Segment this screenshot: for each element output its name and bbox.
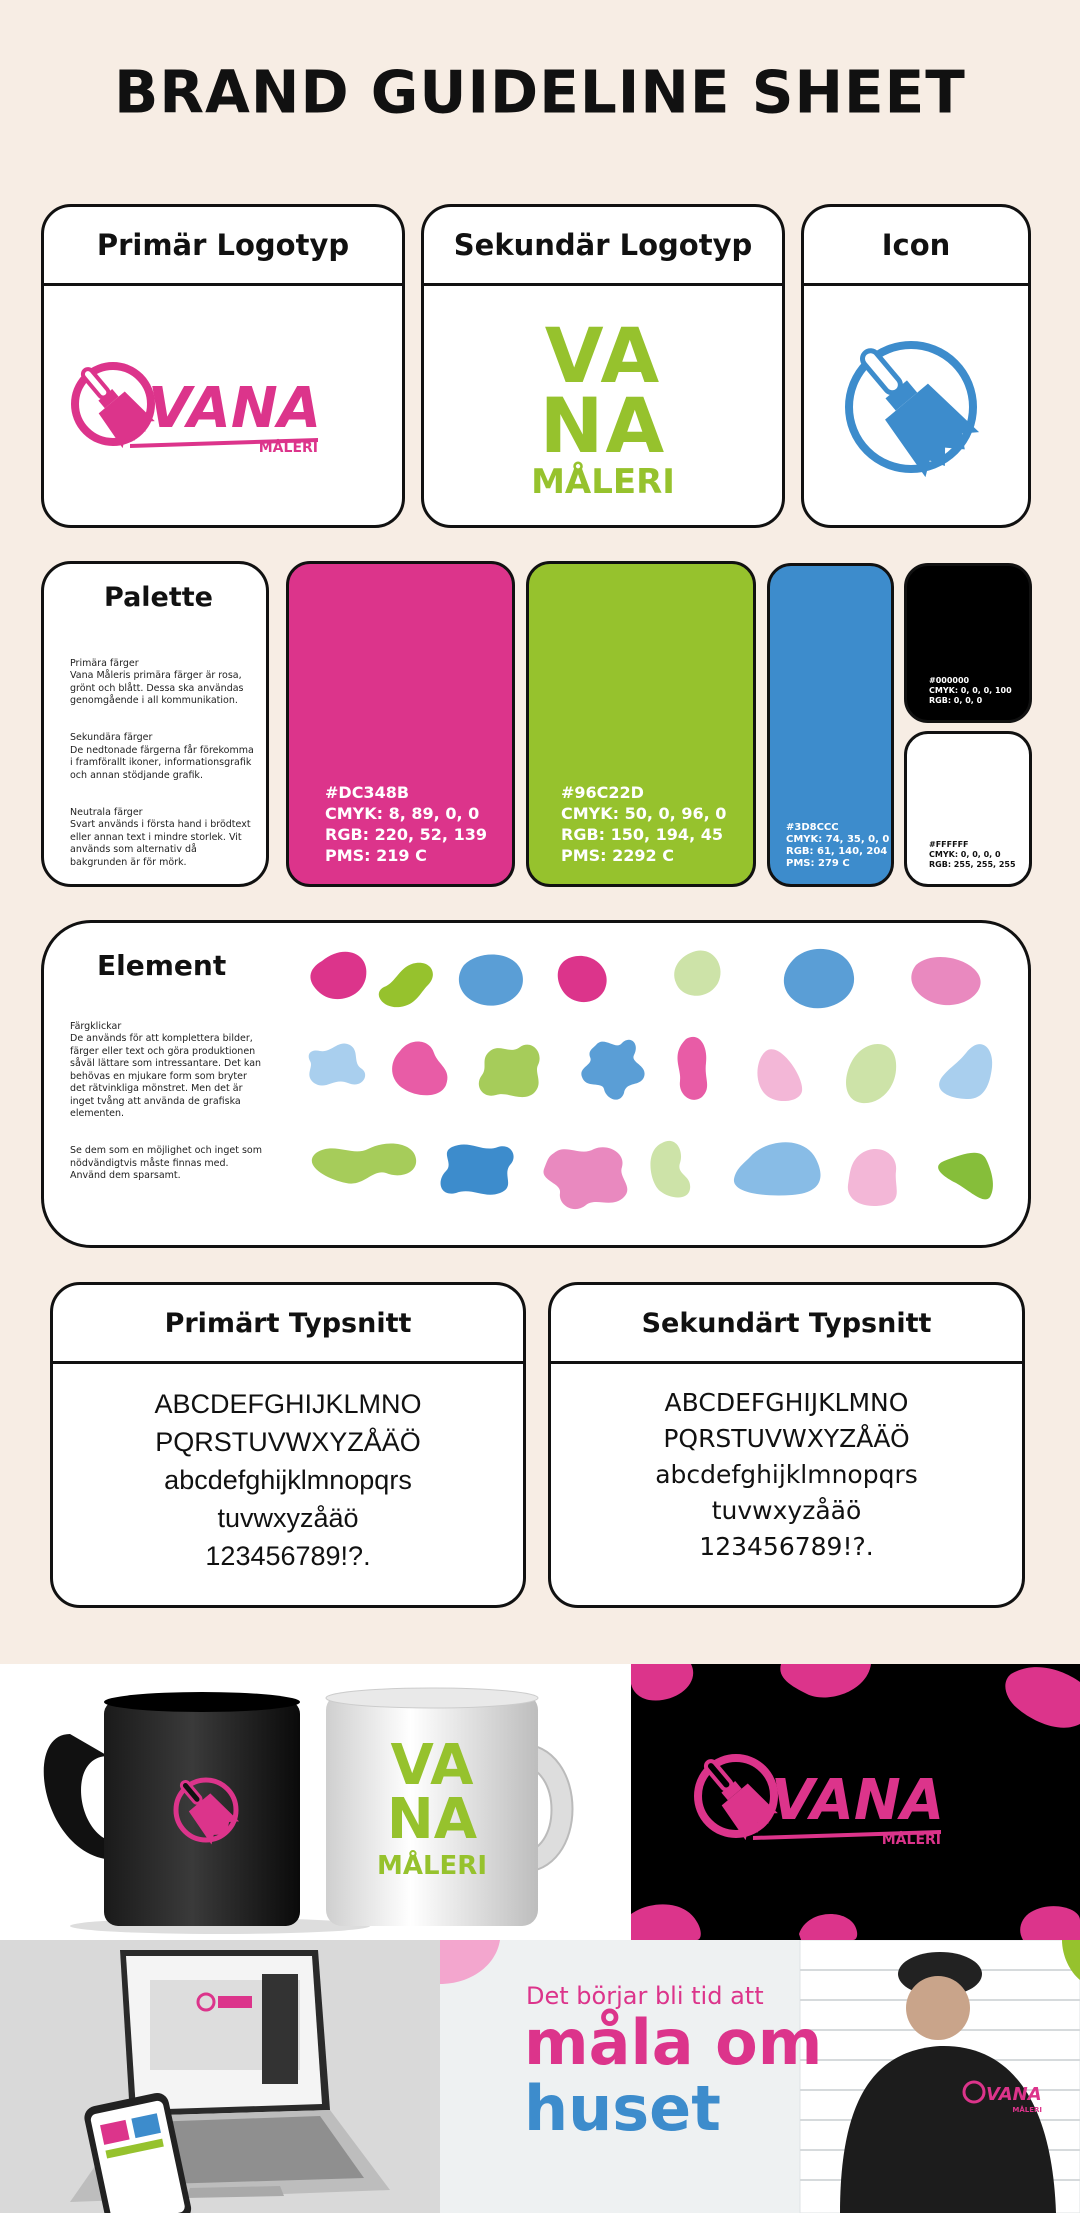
- type-line-lowercase-2: tuvwxyzåäö: [217, 1503, 359, 1533]
- swatch-pink-hex: #DC348B: [325, 783, 410, 802]
- swatch-white: [904, 731, 1032, 887]
- swatch-white-cmyk: CMYK: 0, 0, 0, 0: [929, 850, 1001, 859]
- blob-1: [310, 952, 366, 999]
- blob-6: [784, 949, 854, 1008]
- blob-18: [544, 1147, 628, 1209]
- swatch-pink: [286, 561, 515, 887]
- swatch-green-hex: #96C22D: [561, 783, 644, 802]
- mug-logo-subword: MÅLERI: [376, 1851, 488, 1881]
- blob-21: [848, 1149, 897, 1206]
- secondary-logo-line1: VA: [544, 311, 662, 401]
- paintbrush-icon: [841, 332, 991, 482]
- element-card: [41, 920, 1031, 1248]
- palette-text-neutral: Neutrala färger Svart används i första hand i brödtext eller annan text i mindre storlek. Vit används som alternativ då bakgrunden är för mörk.: [70, 806, 251, 868]
- primary-logo-icon: [68, 352, 378, 462]
- secondary-logo-line2: NA: [539, 381, 667, 471]
- laptop-mockup: [0, 1940, 440, 2213]
- primary-logo-wordmark: VANA: [148, 376, 322, 441]
- blob-4: [558, 956, 607, 1002]
- primary-logo-card: [41, 204, 405, 528]
- mug-mockup: [0, 1664, 631, 1940]
- icon-card: [801, 204, 1031, 528]
- secondary-typeface-card: [548, 1282, 1025, 1608]
- blob-13: [757, 1049, 802, 1101]
- type2-line-numbers: 123456789!?.: [699, 1532, 874, 1561]
- blob-2: [379, 963, 433, 1007]
- blob-elements: [304, 943, 1024, 1233]
- secondary-typeface-sample: [655, 1385, 918, 1565]
- black-card-mockup: [631, 1664, 1080, 1940]
- banner-mockup: [440, 1940, 1080, 2213]
- swatch-blue-cmyk: CMYK: 74, 35, 0, 0: [786, 834, 890, 845]
- blob-15: [939, 1044, 992, 1099]
- black-card-illustration: [631, 1664, 1080, 1940]
- type-line-uppercase-2: PQRSTUVWXYZÅÄÖ: [155, 1427, 421, 1457]
- banner-jacket-wordmark: VANA: [986, 2084, 1042, 2105]
- swatch-blue-pms: PMS: 279 C: [786, 858, 850, 869]
- mug-logo-line2: NA: [386, 1787, 478, 1852]
- swatch-black-rgb: RGB: 0, 0, 0: [929, 696, 983, 705]
- icon-heading: Icon: [804, 207, 1028, 286]
- banner-headline-1: måla om: [524, 2006, 823, 2079]
- secondary-logo-card: [421, 204, 785, 528]
- banner-jacket-subword: MÅLERI: [1012, 2106, 1042, 2114]
- primary-logo-subword: MÅLERI: [258, 440, 318, 456]
- blob-3: [459, 955, 523, 1006]
- primary-typeface-sample: [154, 1385, 421, 1575]
- palette-text-secondary: Sekundära färger De nedtonade färgerna får förekomma i framförallt ikoner, informationsgrafik och annan stödjande grafik.: [70, 732, 254, 781]
- swatch-black-cmyk: CMYK: 0, 0, 0, 100: [929, 686, 1012, 695]
- type-line-uppercase-1: ABCDEFGHIJKLMNO: [154, 1389, 422, 1419]
- secondary-typeface-heading: Sekundärt Typsnitt: [551, 1285, 1022, 1364]
- black-card-wordmark: VANA: [771, 1768, 945, 1833]
- swatch-black-hex: #000000: [929, 676, 970, 685]
- blob-16: [312, 1144, 416, 1184]
- blob-20: [734, 1142, 821, 1195]
- blob-8: [309, 1043, 365, 1085]
- type2-line-uppercase-1: ABCDEFGHIJKLMNO: [664, 1388, 909, 1417]
- blob-22: [938, 1153, 993, 1200]
- swatch-white-rgb: RGB: 255, 255, 255: [929, 860, 1016, 869]
- blob-19: [650, 1141, 690, 1198]
- page-title: BRAND GUIDELINE SHEET: [114, 57, 966, 127]
- primary-typeface-card: [50, 1282, 526, 1608]
- blob-11: [581, 1040, 644, 1100]
- element-text-2: Se dem som en möjlighet och inget som nödvändigtvis måste finnas med. Använd dem sparsamt.: [70, 1145, 262, 1181]
- black-card-subword: MÅLERI: [881, 1832, 941, 1848]
- blob-10: [479, 1045, 540, 1097]
- palette-text-primary: Primära färger Vana Måleris primära färger är rosa, grönt och blått. Dessa ska användas genomgående i all kommunikation.: [70, 657, 244, 706]
- swatch-blue-hex: #3D8CCC: [786, 822, 839, 833]
- laptop-illustration: [0, 1940, 440, 2213]
- primary-logo-heading: Primär Logotyp: [44, 207, 402, 286]
- primary-typeface-heading: Primärt Typsnitt: [53, 1285, 523, 1364]
- type2-line-uppercase-2: PQRSTUVWXYZÅÄÖ: [663, 1424, 910, 1453]
- secondary-logo: [531, 311, 675, 503]
- secondary-logo-subword: MÅLERI: [531, 462, 675, 503]
- swatch-green: [526, 561, 756, 887]
- swatch-pink-cmyk: CMYK: 8, 89, 0, 0: [325, 804, 480, 823]
- palette-card: [41, 561, 269, 887]
- blob-7: [911, 957, 980, 1005]
- palette-heading: Palette: [104, 582, 213, 613]
- type2-line-lowercase-2: tuvwxyzåäö: [711, 1496, 862, 1525]
- blob-17: [441, 1144, 514, 1194]
- type-line-numbers: 123456789!?.: [205, 1541, 371, 1571]
- blob-12: [678, 1037, 708, 1100]
- mugs-illustration: [0, 1664, 631, 1940]
- swatch-green-pms: PMS: 2292 C: [561, 846, 674, 865]
- swatch-blue-rgb: RGB: 61, 140, 204: [786, 846, 888, 857]
- blob-14: [846, 1044, 896, 1103]
- blob-9: [392, 1041, 447, 1095]
- element-text-1: Färgklickar De används för att komplettera bilder, färger eller text och göra produktionen såväl lättare som intressantare. Det kan behövas en mjukare form som bryter det rätvinkliga mönstret. Men det är inget tvång att använda de grafiska elementen.: [70, 1020, 262, 1119]
- swatch-green-rgb: RGB: 150, 194, 45: [561, 825, 723, 844]
- palette-description: [70, 645, 256, 887]
- element-description: [70, 1008, 262, 1207]
- mug-logo-line1: VA: [390, 1733, 474, 1798]
- swatch-blue: [767, 563, 894, 887]
- blob-5: [674, 950, 720, 995]
- swatch-white-hex: #FFFFFF: [929, 840, 969, 849]
- element-heading: Element: [97, 949, 227, 982]
- type-line-lowercase-1: abcdefghijklmnopqrs: [164, 1465, 412, 1495]
- banner-headline-2: huset: [524, 2072, 721, 2145]
- swatch-pink-pms: PMS: 219 C: [325, 846, 427, 865]
- swatch-black: [904, 563, 1032, 723]
- type2-line-lowercase-1: abcdefghijklmnopqrs: [655, 1460, 918, 1489]
- swatch-pink-rgb: RGB: 220, 52, 139: [325, 825, 487, 844]
- secondary-logo-heading: Sekundär Logotyp: [424, 207, 782, 286]
- banner-tagline: Det börjar bli tid att: [526, 1982, 764, 2010]
- swatch-green-cmyk: CMYK: 50, 0, 96, 0: [561, 804, 727, 823]
